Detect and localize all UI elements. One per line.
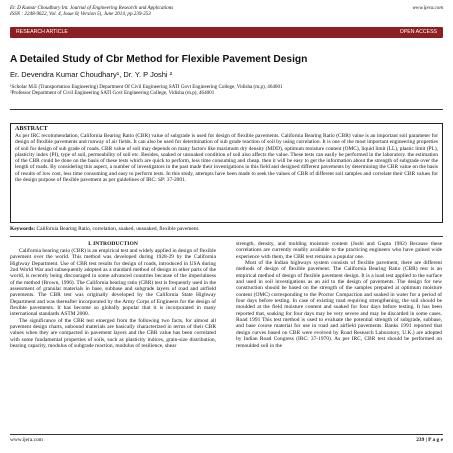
- open-access-label: OPEN ACCESS: [399, 29, 437, 35]
- running-header: [10, 5, 443, 25]
- footer-url[interactable]: www.ijera.com: [10, 437, 43, 443]
- header-divider: [10, 109, 443, 110]
- header-url[interactable]: www.ijera.com: [412, 5, 443, 11]
- abstract-text: As per IRC recommendation, California Bearing Ratio (CBR) value of subgrade is used for design of flexible pavements. California Bearing Ratio (CBR) value is an important soil parameter for design of flexible pavements and runway of air fields. It can also be used for determination of sub grade reaction of soil by using correlation. It is one of the most important engineering properties of soil for design of sub grade of roads. CBR value of soil may depends on many factors like maximum dry density (MDD), optimum moisture content (OMC), liquid limit (LL), plastic limit (PL), plasticity index (PI), type of soil, permeability of soil etc. Besides, soaked or unsoaked condition of soil also affects the value. These tests can easily be performed in the laboratory. the estimation of the CBR could be done on the basis of these tests which are quick to perform, less time consuming and cheap. then it will be easy to get the information about the strength of subgrade over the length of roads. By considering this aspect, a number of investigators in the past made their investigations in this field and designed different pavements by determining the CBR value on the basis of results of low cost, less time consuming and easy to perform tests. In this study, attempts have been made to seek the values of CBR of different soil samples and correlate their CBR values for the design purpose of flexible pavement as per guidelines of IRC: SP: 37-2001.: [15, 133, 438, 184]
- header-issn: ISSN : 2248-9622, Vol. 4, Issue 6( Version 5), June 2014, pp.239-253: [10, 11, 151, 18]
- keywords-text: California Bearing Ratio, correlation, soaked, unsoaked, flexible pavement.: [35, 226, 200, 232]
- keywords-label: Keywords:: [10, 226, 36, 232]
- affiliation-2: ²Professor Department of Civil Engineering SATI Govt Engineering College, Vidisha (m.p), 464001: [10, 90, 215, 97]
- paper-authors: Er. Devendra Kumar Choudhary¹, Dr. Y. P Joshi ²: [10, 70, 173, 79]
- abstract-heading: ABSTRACT: [15, 126, 48, 132]
- footer-divider: [10, 434, 443, 435]
- body-column-right: [236, 241, 442, 349]
- article-type-label: RESEARCH ARTICLE: [16, 29, 68, 35]
- header-citation: Er. D Kumar Choudhary Int. Journal of Engineering Research and Applications: [10, 5, 174, 11]
- abstract-box: [10, 123, 443, 223]
- keywords-line: [10, 226, 443, 232]
- page-number: 239 | P a g e: [416, 437, 443, 443]
- body-paragraph: strength, density, and molding moisture content (Joshi and Gupta 1982) Because these correlations are currently readily available to the practicing engineers who have gained wide experience with them, the CBR test remains a popular one.: [236, 241, 442, 260]
- body-paragraph: California bearing ratio (CBR) is an empirical test and widely applied in design of flexible pavement over the world. This method was developed during 1928-29 by the California Highway Department. Use of CBR test results for design of roads, introduced in USA during 2nd World War and subsequently adopted as a standard method of design in other parts of the world, is recently being discouraged in some advanced countries because of the imperialness of the method (Brown, 1996). The California bearing ratio (CBR) test is frequently used in the assessment of granular materials in base, subbase and subgrade layers of road and airfield pavements. The CBR test was originally developed by the California State Highway Department and was thereafter incorporated by the Army Corps of Engineers for the design of flexible pavements. It has become so globally popular that it is incorporated in many international standards ASTM 2000.: [10, 247, 216, 318]
- body-paragraph: Most of the Indian highways system consists of flexible pavement, there are different methods of design of flexible pavement. The California Bearing Ratio (CBR) test is an empirical method of design of flexible pavement design. It is a load test applied to the surface and used in soil investigations as an aid to the design of pavements. The design for new construction should be based on the strength of the samples prepared at optimum moisture content (OMC) corresponding to the Proctor Compaction and soaked in water for a period of four days before testing. In case of existing road requiring strengthening, the soil should be moulded at the field moisture content and soaked for four days before testing. It has been reported that, soaking for four days may be very severe and may be discarded in some cases. Road 1991 This test method is used to evaluate the potential strength of subgrade, subbase, and base course material for use in road and airfield pavements. Banks 1991 reported that design curves based on CBR were evolved by Road Research Laboratory, U.K.) are adopted by Indian Road Congress (IRC: 37-1970). As per IRC, CBR test should be performed on remoulded soil in the: [236, 260, 442, 349]
- author-affiliations: [10, 84, 443, 96]
- body-paragraph: The significance of the CBR test emerged from the following two facts, for almost all pavement design charts, unbound materials are basically characterized in terms of their CBR values when they are compacted in pavement layers and the CBR value has been correlated with some fundamental properties of soils, such as plasticity indices, grain-size distribution, bearing capacity, modulus of subgrade reaction, modulus of resilience, shear: [10, 317, 216, 349]
- article-type-band: [10, 27, 443, 38]
- header-citation-block: [10, 5, 330, 17]
- abstract-divider: [10, 236, 443, 237]
- affiliation-1: ¹Scholar M.E (Transportation Engineering) Department Of Civil Engineering SATI Govt Engineering College, Vidisha (m.p), 464001: [10, 84, 283, 90]
- paper-title: A Detailed Study of Cbr Method for Flexible Pavement Design: [10, 54, 308, 65]
- section-heading-introduction: I. INTRODUCTION: [88, 241, 138, 247]
- body-column-left: [10, 241, 216, 349]
